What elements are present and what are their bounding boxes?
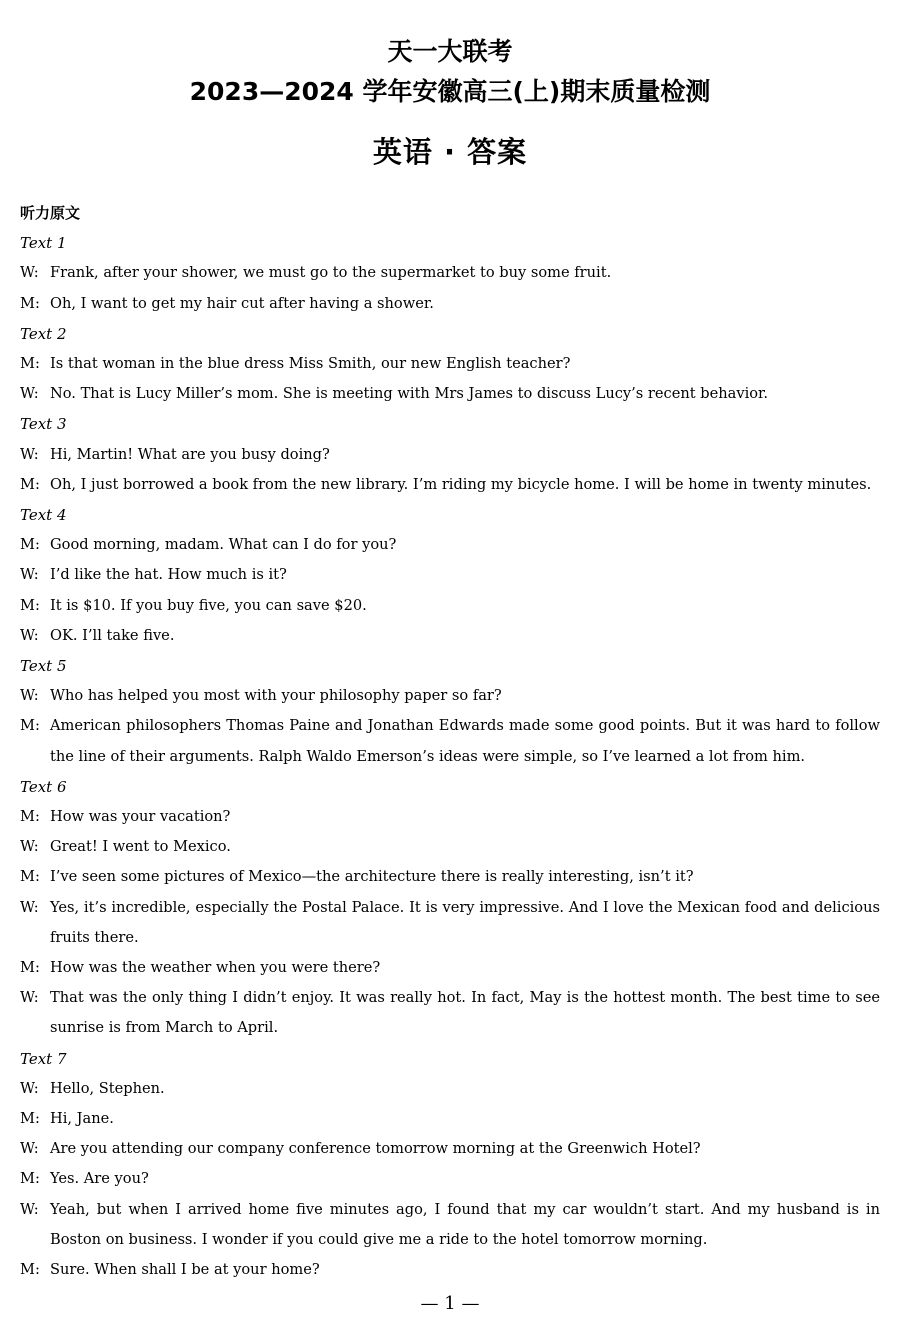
dialogue-line — [20, 893, 880, 953]
utterance-text: Is that woman in the blue dress Miss Smith, our new English teacher? — [50, 354, 571, 372]
utterance-text: Yes, it’s incredible, especially the Postal Palace. It is very impressive. And I love the Mexican food and delicious fruits there. — [50, 898, 880, 946]
listening-transcript — [20, 198, 880, 1285]
dialogue-line — [20, 1255, 880, 1285]
utterance-text: How was the weather when you were there? — [50, 958, 381, 976]
utterance-text: Yes. Are you? — [50, 1170, 149, 1188]
speaker-label: W: — [20, 385, 39, 403]
utterance-text: Who has helped you most with your philosophy paper so far? — [50, 687, 502, 705]
speaker-label: W: — [20, 1140, 39, 1158]
dialogue-line — [20, 470, 880, 500]
dialogue-line — [20, 1164, 880, 1194]
text-block — [20, 228, 880, 319]
text-label: Text 3 — [20, 415, 67, 434]
section-title: 听力原文 — [20, 204, 81, 222]
utterance-text: Oh, I want to get my hair cut after having a shower. — [50, 294, 434, 312]
dialogue-line — [20, 349, 880, 379]
utterance-text: It is $10. If you buy five, you can save $20. — [50, 596, 367, 614]
text-block — [20, 409, 880, 500]
speaker-label: M: — [20, 958, 40, 976]
dialogue-line — [20, 1134, 880, 1164]
speaker-label: M: — [20, 1260, 40, 1278]
dialogue-line — [20, 862, 880, 892]
dialogue-line — [20, 711, 880, 771]
utterance-text: Hi, Jane. — [50, 1109, 114, 1127]
utterance-text: OK. I’ll take five. — [50, 626, 175, 644]
utterance-text: Hi, Martin! What are you busy doing? — [50, 445, 330, 463]
subject-title: 英语 · 答案 — [372, 135, 528, 169]
text-block — [20, 772, 880, 1044]
utterance-text: Good morning, madam. What can I do for you? — [50, 536, 397, 554]
utterance-text: Great! I went to Mexico. — [50, 838, 231, 856]
speaker-label: M: — [20, 475, 40, 493]
utterance-text: Frank, after your shower, we must go to the supermarket to buy some fruit. — [50, 264, 612, 282]
utterance-text: Yeah, but when I arrived home five minutes ago, I found that my car wouldn’t start. And my husband is in Boston on business. I wonder if you could give me a ride to the hotel tomorrow morning. — [50, 1200, 880, 1248]
dialogue-line — [20, 289, 880, 319]
speaker-label: M: — [20, 536, 40, 554]
text-block — [20, 651, 880, 772]
organization-title: 天一大联考 — [387, 37, 513, 66]
utterance-text: I’d like the hat. How much is it? — [50, 566, 287, 584]
dialogue-line — [20, 440, 880, 470]
dialogue-line — [20, 379, 880, 409]
speaker-label: W: — [20, 838, 39, 856]
dialogue-line — [20, 1195, 880, 1255]
dialogue-line — [20, 832, 880, 862]
page-number: — 1 — — [420, 1293, 480, 1314]
speaker-label: M: — [20, 807, 40, 825]
utterance-text: How was your vacation? — [50, 807, 231, 825]
text-label: Text 2 — [20, 324, 67, 343]
utterance-text: Hello, Stephen. — [50, 1079, 165, 1097]
speaker-label: W: — [20, 898, 39, 916]
speaker-label: M: — [20, 354, 40, 372]
dialogue-line — [20, 1104, 880, 1134]
dialogue-line — [20, 953, 880, 983]
speaker-label: W: — [20, 1200, 39, 1218]
speaker-label: W: — [20, 626, 39, 644]
text-label: Text 6 — [20, 777, 67, 796]
dialogue-line — [20, 1074, 880, 1104]
utterance-text: Are you attending our company conference tomorrow morning at the Greenwich Hotel? — [50, 1140, 701, 1158]
exam-title: 2023—2024 学年安徽高三(上)期末质量检测 — [189, 77, 711, 106]
utterance-text: I’ve seen some pictures of Mexico—the architecture there is really interesting, isn’t it? — [50, 868, 694, 886]
text-label: Text 4 — [20, 505, 67, 524]
speaker-label: M: — [20, 868, 40, 886]
speaker-label: W: — [20, 989, 39, 1007]
text-block — [20, 319, 880, 410]
utterance-text: Sure. When shall I be at your home? — [50, 1260, 320, 1278]
text-label: Text 1 — [20, 234, 67, 253]
speaker-label: M: — [20, 596, 40, 614]
speaker-label: W: — [20, 687, 39, 705]
dialogue-line — [20, 560, 880, 590]
utterance-text: No. That is Lucy Miller’s mom. She is meeting with Mrs James to discuss Lucy’s recent behavior. — [50, 385, 769, 403]
dialogue-line — [20, 530, 880, 560]
speaker-label: W: — [20, 264, 39, 282]
text-block — [20, 500, 880, 651]
dialogue-line — [20, 681, 880, 711]
speaker-label: W: — [20, 445, 39, 463]
dialogue-line — [20, 258, 880, 288]
speaker-label: W: — [20, 566, 39, 584]
utterance-text: American philosophers Thomas Paine and Jonathan Edwards made some good points. But it was hard to follow the line of their arguments. Ralph Waldo Emerson’s ideas were simple, so I’ve learned a lot from him. — [50, 717, 880, 765]
speaker-label: M: — [20, 1109, 40, 1127]
speaker-label: M: — [20, 717, 40, 735]
text-label: Text 7 — [20, 1049, 67, 1068]
text-label: Text 5 — [20, 656, 67, 675]
dialogue-line — [20, 802, 880, 832]
texts-container — [20, 228, 880, 1285]
dialogue-line — [20, 621, 880, 651]
speaker-label: M: — [20, 294, 40, 312]
dialogue-line — [20, 983, 880, 1043]
speaker-label: W: — [20, 1079, 39, 1097]
text-block — [20, 1044, 880, 1286]
utterance-text: That was the only thing I didn’t enjoy. It was really hot. In fact, May is the hottest month. The best time to see sunrise is from March to April. — [50, 989, 880, 1037]
utterance-text: Oh, I just borrowed a book from the new library. I’m riding my bicycle home. I will be home in twenty minutes. — [50, 475, 872, 493]
dialogue-line — [20, 591, 880, 621]
speaker-label: M: — [20, 1170, 40, 1188]
